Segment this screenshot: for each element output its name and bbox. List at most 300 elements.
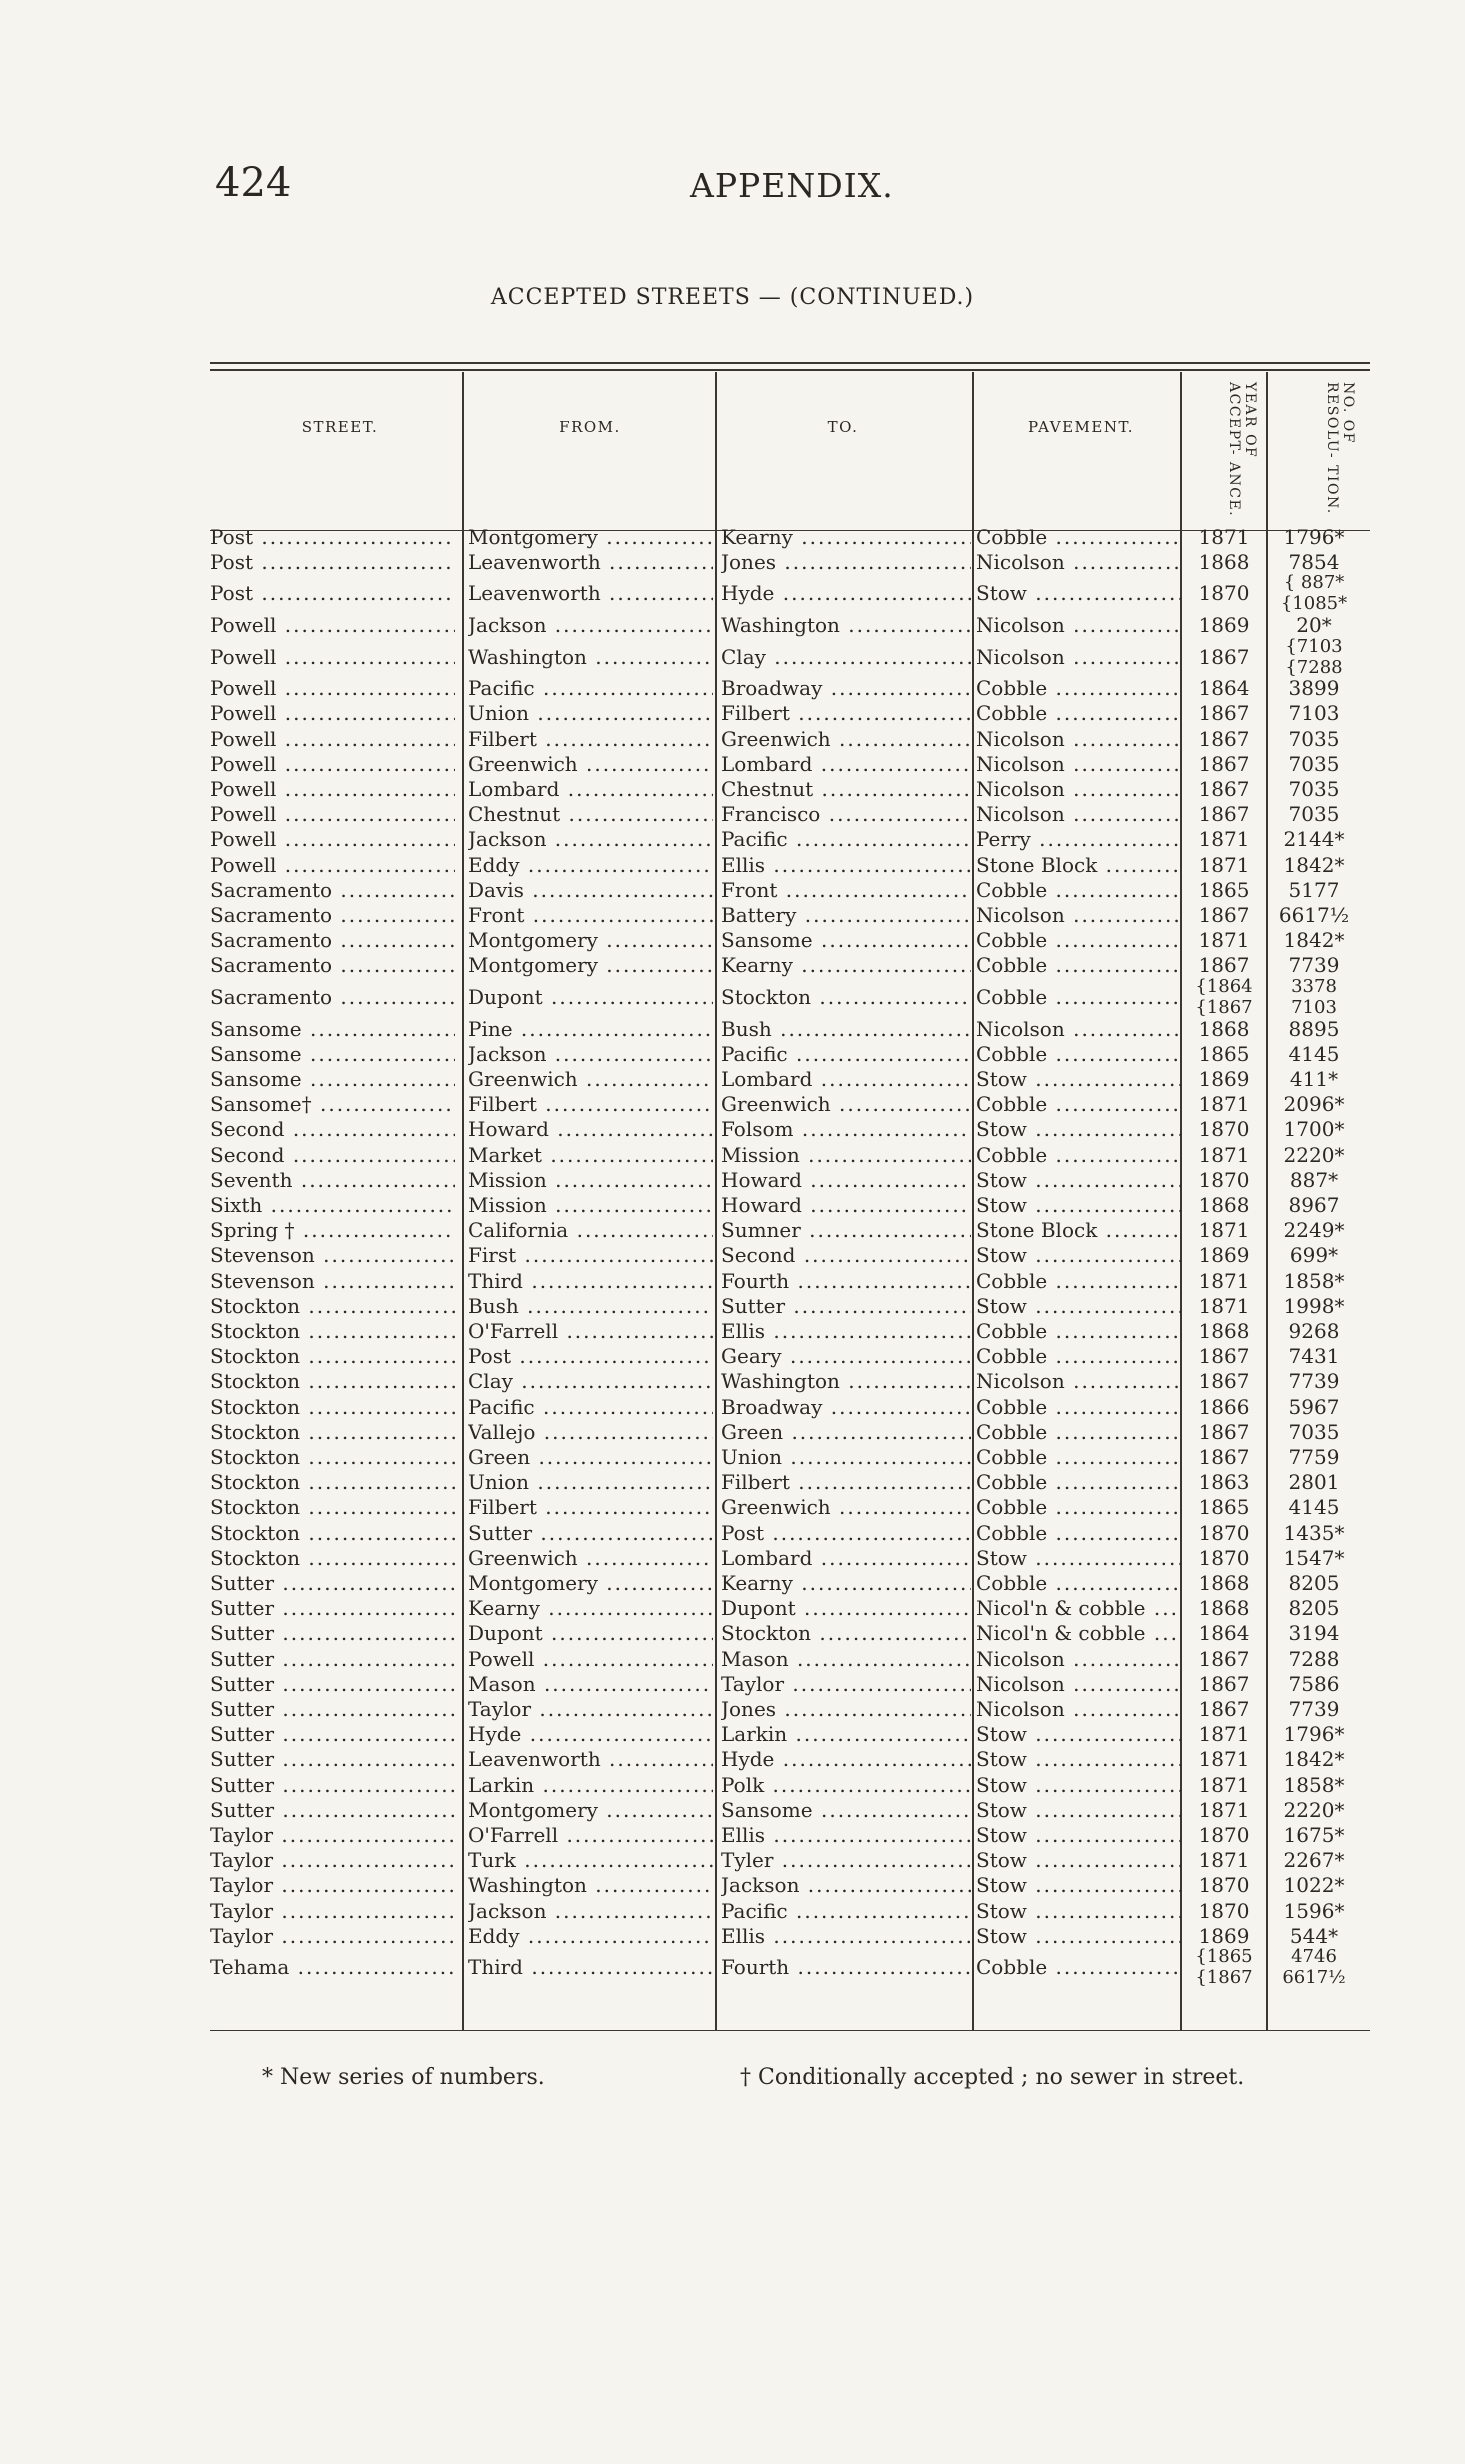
year-cell: 1870 [1198,1898,1250,1923]
street-cell: Stockton ..... [210,1344,455,1368]
to-cell: Fourth ..... [721,1269,971,1293]
to-cell: Battery ..... [721,903,971,927]
street-cell: Sacramento ..... [210,985,455,1009]
resolution-cell: 8205 [1288,1596,1340,1621]
table-row [0,572,1465,615]
to-cell: Mission ..... [721,1143,971,1167]
table-row [0,1570,1465,1595]
to-cell: Howard ..... [721,1168,971,1192]
year-cell: 1871 [1198,1848,1250,1873]
street-cell: Stockton ..... [210,1470,455,1494]
from-cell: Jackson ..... [468,827,713,851]
resolution-cell: 3899 [1288,676,1340,701]
street-cell: Stockton ..... [210,1521,455,1545]
street-cell: Taylor ..... [210,1924,455,1948]
table-row [0,1822,1465,1847]
to-cell: Chestnut ..... [721,777,971,801]
street-cell: Taylor ..... [210,1873,455,1897]
from-cell: O'Farrell ..... [468,1823,713,1847]
resolution-cell: 7035 [1288,1419,1340,1444]
to-cell: Washington ..... [721,1369,971,1393]
table-row [0,1117,1465,1142]
table-row [0,1066,1465,1091]
year-cell: 1871 [1198,1293,1250,1318]
street-cell: Stockton ..... [210,1294,455,1318]
street-cell: Powell ..... [210,645,455,669]
year-cell: 1871 [1198,1218,1250,1243]
from-cell: First ..... [468,1243,713,1267]
table-row [0,1848,1465,1873]
to-cell: Hyde ..... [721,1747,971,1771]
year-cell: 1867 [1198,802,1250,827]
resolution-cell: 3194 [1288,1621,1340,1646]
pavement-cell: Cobble ..... [976,525,1181,549]
from-cell: Mission ..... [468,1168,713,1192]
street-cell: Taylor ..... [210,1899,455,1923]
to-cell: Kearny ..... [721,525,971,549]
from-cell: Montgomery ..... [468,928,713,952]
table-row [0,953,1465,978]
from-cell: Greenwich ..... [468,1067,713,1091]
street-cell: Stockton ..... [210,1319,455,1343]
street-cell: Sutter ..... [210,1722,455,1746]
street-cell: Sutter ..... [210,1596,455,1620]
street-cell: Sutter ..... [210,1798,455,1822]
street-cell: Sansome ..... [210,1042,455,1066]
to-cell: Greenwich ..... [721,1495,971,1519]
street-cell: Sixth ..... [210,1193,455,1217]
year-cell: 1870 [1198,1545,1250,1570]
table-row [0,877,1465,902]
table-row [0,1545,1465,1570]
to-cell: Taylor ..... [721,1672,971,1696]
year-cell: 1871 [1198,524,1250,549]
resolution-cell: {7103 {7288 [1285,635,1343,678]
table-row [0,701,1465,726]
resolution-cell: 7035 [1288,726,1340,751]
resolution-cell: 7035 [1288,776,1340,801]
table-row [0,635,1465,678]
resolution-cell: 20* [1296,612,1332,637]
pavement-cell: Cobble ..... [976,1395,1181,1419]
to-cell: Washington ..... [721,613,971,637]
year-cell: {1865 {1867 [1195,1946,1253,1989]
from-cell: Taylor ..... [468,1697,713,1721]
resolution-cell: 7739 [1288,1369,1340,1394]
table-row [0,1167,1465,1192]
to-cell: Jones ..... [721,550,971,574]
pavement-cell: Stow ..... [976,1193,1181,1217]
pavement-cell: Nicolson ..... [976,1017,1181,1041]
resolution-cell: 411* [1289,1066,1339,1091]
pavement-cell: Stow ..... [976,1899,1181,1923]
resolution-cell: 2144* [1283,827,1345,852]
from-cell: Vallejo ..... [468,1420,713,1444]
from-cell: Dupont ..... [468,1621,713,1645]
table-row [0,1041,1465,1066]
from-cell: Pacific ..... [468,1395,713,1419]
table-row [0,776,1465,801]
street-cell: Stevenson ..... [210,1243,455,1267]
table-row [0,978,1465,1016]
street-cell: Post ..... [210,581,455,605]
table-row [0,1671,1465,1696]
to-cell: Dupont ..... [721,1596,971,1620]
to-cell: Larkin ..... [721,1722,971,1746]
table-row [0,827,1465,852]
to-cell: Stockton ..... [721,985,971,1009]
resolution-cell: 1998* [1283,1293,1345,1318]
to-cell: Pacific ..... [721,1899,971,1923]
pavement-cell: Stone Block ..... [976,1218,1181,1242]
table-row [0,1444,1465,1469]
year-cell: 1870 [1198,1822,1250,1847]
to-cell: Mason ..... [721,1647,971,1671]
table-row [0,1268,1465,1293]
to-cell: Geary ..... [721,1344,971,1368]
from-cell: Kearny ..... [468,1596,713,1620]
year-cell: 1870 [1198,1117,1250,1142]
table-row [0,1092,1465,1117]
resolution-cell: 1796* [1283,524,1345,549]
to-cell: Fourth ..... [721,1955,971,1979]
from-cell: Union ..... [468,701,713,725]
street-cell: Tehama ..... [210,1955,455,1979]
pavement-cell: Nicolson ..... [976,903,1181,927]
to-cell: Lombard ..... [721,752,971,776]
street-cell: Spring † ..... [210,1218,455,1242]
year-cell: 1867 [1198,1646,1250,1671]
top-double-rule-1 [210,362,1370,364]
street-cell: Powell ..... [210,777,455,801]
year-cell: 1871 [1198,1722,1250,1747]
to-cell: Bush ..... [721,1017,971,1041]
table-row [0,726,1465,751]
from-cell: Pine ..... [468,1017,713,1041]
to-cell: Howard ..... [721,1193,971,1217]
footnote-dagger: † Conditionally accepted ; no sewer in street. [740,2065,1245,2090]
resolution-cell: 887* [1289,1167,1339,1192]
table-row [0,1016,1465,1041]
table-row [0,1520,1465,1545]
year-cell: 1865 [1198,1495,1250,1520]
to-cell: Ellis ..... [721,853,971,877]
pavement-cell: Nicolson ..... [976,777,1181,801]
to-cell: Clay ..... [721,645,971,669]
pavement-cell: Stow ..... [976,1873,1181,1897]
resolution-cell: 7739 [1288,1696,1340,1721]
from-cell: Washington ..... [468,645,713,669]
table-row [0,1344,1465,1369]
to-cell: Broadway ..... [721,676,971,700]
from-cell: Montgomery ..... [468,953,713,977]
year-cell: 1867 [1198,1444,1250,1469]
table-row [0,1873,1465,1898]
table-row [0,1621,1465,1646]
table-row [0,1495,1465,1520]
table-row [0,1696,1465,1721]
pavement-cell: Nicol'n & cobble ..... [976,1621,1181,1645]
pavement-cell: Cobble ..... [976,1092,1181,1116]
to-cell: Folsom ..... [721,1117,971,1141]
table-row [0,1747,1465,1772]
table-row [0,902,1465,927]
pavement-cell: Cobble ..... [976,1470,1181,1494]
street-cell: Post ..... [210,550,455,574]
street-cell: Powell ..... [210,853,455,877]
year-cell: 1869 [1198,1066,1250,1091]
to-cell: Front ..... [721,878,971,902]
table-row [0,676,1465,701]
from-cell: Montgomery ..... [468,525,713,549]
resolution-cell: 1842* [1283,928,1345,953]
from-cell: Leavenworth ..... [468,550,713,574]
from-cell: Jackson ..... [468,613,713,637]
from-cell: Turk ..... [468,1848,713,1872]
year-cell: 1867 [1198,953,1250,978]
from-cell: Powell ..... [468,1647,713,1671]
resolution-cell: 1842* [1283,1747,1345,1772]
resolution-cell: 2220* [1283,1142,1345,1167]
table-row [0,1394,1465,1419]
table-row [0,1470,1465,1495]
table-row [0,1772,1465,1797]
street-cell: Second ..... [210,1117,455,1141]
street-cell: Post ..... [210,525,455,549]
resolution-cell: 1675* [1283,1822,1345,1847]
street-cell: Second ..... [210,1143,455,1167]
resolution-cell: 2267* [1283,1848,1345,1873]
table-row [0,852,1465,877]
year-cell: 1871 [1198,852,1250,877]
pavement-cell: Nicolson ..... [976,645,1181,669]
street-cell: Powell ..... [210,827,455,851]
from-cell: Jackson ..... [468,1899,713,1923]
resolution-cell: 1435* [1283,1520,1345,1545]
table-row [0,1923,1465,1948]
to-cell: Filbert ..... [721,701,971,725]
year-cell: 1871 [1198,1747,1250,1772]
header-street: STREET. [301,418,379,436]
resolution-cell: 2801 [1288,1470,1340,1495]
from-cell: Clay ..... [468,1369,713,1393]
street-cell: Powell ..... [210,752,455,776]
resolution-cell: 5177 [1288,877,1340,902]
from-cell: Market ..... [468,1143,713,1167]
table-row [0,1646,1465,1671]
from-cell: Chestnut ..... [468,802,713,826]
resolution-cell: 4746 6617½ [1282,1946,1346,1989]
header-year: YEAR OF ACCEPT- ANCE. [1226,382,1258,518]
header-to: TO. [827,418,859,436]
resolution-cell: 1596* [1283,1898,1345,1923]
to-cell: Polk ..... [721,1773,971,1797]
pavement-cell: Perry ..... [976,827,1181,851]
resolution-cell: 7288 [1288,1646,1340,1671]
table-row [0,1419,1465,1444]
street-cell: Taylor ..... [210,1848,455,1872]
resolution-cell: 699* [1289,1243,1339,1268]
year-cell: 1867 [1198,1419,1250,1444]
street-cell: Sansome ..... [210,1017,455,1041]
year-cell: 1867 [1198,644,1250,669]
pavement-cell: Stow ..... [976,1722,1181,1746]
year-cell: 1871 [1198,1772,1250,1797]
from-cell: Front ..... [468,903,713,927]
pavement-cell: Stow ..... [976,1117,1181,1141]
year-cell: 1867 [1198,902,1250,927]
from-cell: Green ..... [468,1445,713,1469]
street-cell: Sansome† ..... [210,1092,455,1116]
to-cell: Sutter ..... [721,1294,971,1318]
table-row [0,1369,1465,1394]
resolution-cell: 1842* [1283,852,1345,877]
pavement-cell: Cobble ..... [976,1420,1181,1444]
pavement-cell: Nicolson ..... [976,1697,1181,1721]
pavement-cell: Cobble ..... [976,1955,1181,1979]
resolution-cell: 8895 [1288,1016,1340,1041]
pavement-cell: Stow ..... [976,1243,1181,1267]
pavement-cell: Cobble ..... [976,701,1181,725]
pavement-cell: Cobble ..... [976,928,1181,952]
year-cell: 1868 [1198,1318,1250,1343]
table-row [0,1218,1465,1243]
year-cell: 1870 [1198,1167,1250,1192]
resolution-cell: 7739 [1288,953,1340,978]
street-cell: Sutter ..... [210,1621,455,1645]
resolution-cell: 1858* [1283,1268,1345,1293]
resolution-cell: 2220* [1283,1797,1345,1822]
pavement-cell: Stow ..... [976,1798,1181,1822]
resolution-cell: 4145 [1288,1041,1340,1066]
from-cell: Third ..... [468,1269,713,1293]
year-cell: 1866 [1198,1394,1250,1419]
pavement-cell: Nicolson ..... [976,752,1181,776]
from-cell: Washington ..... [468,1873,713,1897]
table-row [0,751,1465,776]
year-cell: 1867 [1198,751,1250,776]
year-cell: 1870 [1198,1520,1250,1545]
to-cell: Greenwich ..... [721,727,971,751]
from-cell: Eddy ..... [468,1924,713,1948]
street-cell: Sacramento ..... [210,878,455,902]
table-row [0,1243,1465,1268]
from-cell: Bush ..... [468,1294,713,1318]
year-cell: 1868 [1198,549,1250,574]
resolution-cell: 9268 [1288,1318,1340,1343]
pavement-cell: Nicolson ..... [976,1647,1181,1671]
street-cell: Sutter ..... [210,1672,455,1696]
resolution-cell: 7759 [1288,1444,1340,1469]
year-cell: 1867 [1198,1696,1250,1721]
street-cell: Sutter ..... [210,1571,455,1595]
pavement-cell: Stow ..... [976,1067,1181,1091]
resolution-cell: 3378 7103 [1291,976,1337,1018]
table-row [0,1596,1465,1621]
resolution-cell: 8205 [1288,1570,1340,1595]
street-cell: Sutter ..... [210,1647,455,1671]
pavement-cell: Cobble ..... [976,1445,1181,1469]
year-cell: 1870 [1198,1873,1250,1898]
to-cell: Hyde ..... [721,581,971,605]
street-cell: Taylor ..... [210,1823,455,1847]
running-head: APPENDIX. [690,166,894,205]
table-row [0,1946,1465,1989]
year-cell: 1871 [1198,928,1250,953]
table-row [0,928,1465,953]
year-cell: 1870 [1198,581,1250,606]
from-cell: Mason ..... [468,1672,713,1696]
street-cell: Seventh ..... [210,1168,455,1192]
year-cell: 1865 [1198,1041,1250,1066]
pavement-cell: Cobble ..... [976,878,1181,902]
table-row [0,1192,1465,1217]
street-cell: Sutter ..... [210,1747,455,1771]
table-row [0,1142,1465,1167]
pavement-cell: Nicolson ..... [976,550,1181,574]
header-resolution: NO. OF RESOLU- TION. [1324,382,1356,515]
resolution-cell: 7103 [1288,701,1340,726]
footnote-asterisk: * New series of numbers. [262,2065,545,2090]
resolution-cell: 8967 [1288,1192,1340,1217]
pavement-cell: Cobble ..... [976,953,1181,977]
street-cell: Sansome ..... [210,1067,455,1091]
year-cell: 1867 [1198,701,1250,726]
year-cell: 1864 [1198,1621,1250,1646]
to-cell: Filbert ..... [721,1470,971,1494]
year-cell: 1863 [1198,1470,1250,1495]
street-cell: Stockton ..... [210,1369,455,1393]
from-cell: Filbert ..... [468,727,713,751]
from-cell: Dupont ..... [468,985,713,1009]
year-cell: 1869 [1198,612,1250,637]
resolution-cell: 7854 [1288,549,1340,574]
year-cell: 1868 [1198,1570,1250,1595]
table-row [0,524,1465,549]
year-cell: 1864 [1198,676,1250,701]
to-cell: Pacific ..... [721,1042,971,1066]
page-number: 424 [215,160,292,206]
from-cell: Greenwich ..... [468,752,713,776]
year-cell: 1868 [1198,1192,1250,1217]
street-cell: Sacramento ..... [210,903,455,927]
pavement-cell: Cobble ..... [976,1143,1181,1167]
to-cell: Lombard ..... [721,1546,971,1570]
to-cell: Jones ..... [721,1697,971,1721]
street-cell: Stevenson ..... [210,1269,455,1293]
from-cell: Sutter ..... [468,1521,713,1545]
pavement-cell: Stow ..... [976,1546,1181,1570]
to-cell: Lombard ..... [721,1067,971,1091]
to-cell: Stockton ..... [721,1621,971,1645]
year-cell: 1868 [1198,1016,1250,1041]
pavement-cell: Cobble ..... [976,985,1181,1009]
year-cell: 1871 [1198,1142,1250,1167]
street-cell: Stockton ..... [210,1546,455,1570]
year-cell: 1865 [1198,877,1250,902]
resolution-cell: 1858* [1283,1772,1345,1797]
table-row [0,802,1465,827]
to-cell: Broadway ..... [721,1395,971,1419]
header-pavement: PAVEMENT. [1027,418,1135,436]
street-cell: Powell ..... [210,727,455,751]
table-row [0,1797,1465,1822]
from-cell: Hyde ..... [468,1722,713,1746]
resolution-cell: 1022* [1283,1873,1345,1898]
from-cell: Jackson ..... [468,1042,713,1066]
from-cell: Eddy ..... [468,853,713,877]
from-cell: Lombard ..... [468,777,713,801]
